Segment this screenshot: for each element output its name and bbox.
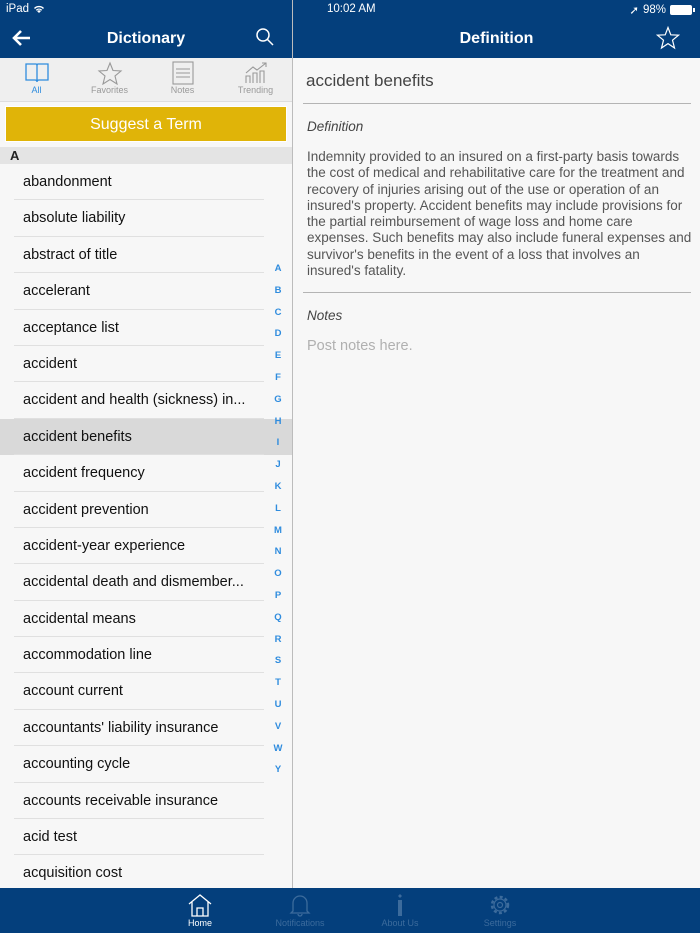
term-list[interactable] — [0, 164, 292, 892]
search-icon[interactable] — [255, 27, 275, 47]
list-item[interactable]: acquisition cost — [0, 855, 292, 891]
tab-notes[interactable]: Notes — [146, 58, 219, 101]
index-letter[interactable]: O — [274, 568, 282, 580]
list-item[interactable]: accommodation line — [0, 637, 292, 673]
list-item[interactable]: account current — [0, 673, 292, 709]
index-letter[interactable]: C — [274, 306, 282, 318]
list-item[interactable]: accident prevention — [0, 492, 292, 528]
index-letter[interactable]: F — [275, 371, 281, 383]
divider — [303, 292, 691, 293]
list-item[interactable]: absolute liability — [0, 200, 292, 236]
notes-icon — [170, 61, 196, 85]
tab-all[interactable]: All — [0, 58, 73, 101]
book-icon — [24, 61, 50, 85]
list-item[interactable]: accounts receivable insurance — [0, 783, 292, 819]
clock: 10:02 AM — [327, 3, 376, 15]
list-item[interactable]: accountants' liability insurance — [0, 710, 292, 746]
list-item[interactable]: accident frequency — [0, 455, 292, 491]
info-icon — [387, 892, 413, 918]
list-item[interactable]: abandonment — [0, 164, 292, 200]
divider — [303, 103, 691, 104]
suggest-term-button[interactable]: Suggest a Term — [5, 106, 287, 142]
list-item[interactable]: accelerant — [0, 273, 292, 309]
trending-icon — [243, 61, 269, 85]
dictionary-title: Dictionary — [106, 30, 186, 47]
tab-settings[interactable]: Settings — [450, 888, 550, 933]
index-letter[interactable]: I — [276, 437, 280, 449]
definition-nav-bar — [293, 20, 700, 58]
index-letter[interactable]: P — [274, 589, 282, 601]
list-item[interactable]: accidental means — [0, 601, 292, 637]
index-letter[interactable]: E — [274, 350, 282, 362]
index-letter[interactable]: L — [275, 502, 281, 514]
wifi-icon — [33, 4, 45, 14]
bell-icon — [287, 892, 313, 918]
index-letter[interactable]: W — [273, 742, 283, 754]
index-letter[interactable]: G — [274, 393, 282, 405]
index-letter[interactable]: D — [274, 328, 282, 340]
notes-input[interactable]: Post notes here. — [307, 338, 413, 354]
tab-notifications[interactable]: Notifications — [250, 888, 350, 933]
tab-bar — [0, 888, 700, 933]
filter-tabs — [0, 58, 292, 102]
battery-icon — [670, 5, 692, 15]
list-item-selected[interactable]: accident benefits — [0, 419, 292, 455]
battery-percent: 98% — [642, 4, 666, 16]
device-label: iPad — [6, 3, 30, 15]
list-item[interactable]: accidental death and dismember... — [0, 564, 292, 600]
index-letter[interactable]: A — [274, 263, 282, 274]
index-letter[interactable]: R — [274, 633, 282, 645]
dictionary-nav-bar — [0, 20, 292, 58]
list-item[interactable]: acceptance list — [0, 310, 292, 346]
index-letter[interactable]: H — [274, 415, 282, 427]
notes-label: Notes — [307, 308, 343, 323]
list-item[interactable]: accident and health (sickness) in... — [0, 382, 292, 418]
dictionary-pane — [0, 20, 292, 888]
index-letter[interactable]: K — [274, 480, 282, 492]
favorite-star-icon[interactable] — [656, 26, 680, 50]
definition-label: Definition — [307, 119, 364, 134]
list-item[interactable]: accident-year experience — [0, 528, 292, 564]
index-letter[interactable]: J — [275, 459, 281, 471]
definition-text: Indemnity provided to an insured on a first-party basis towards the cost of medical and rehabilitative care for the treatment and recovery of injuries arising out of the use or operation of an insured's property. Accident benefits may include provisions for the partial reimbursement of wage loss and home care expenses. Such benefits may also include funeral expenses and survivor's benefits in the event of a loss that involves an insured's fatality. — [307, 149, 692, 279]
list-item[interactable]: accounting cycle — [0, 746, 292, 782]
status-bar — [0, 0, 700, 20]
definition-title: Definition — [459, 30, 534, 47]
gear-icon — [487, 892, 513, 918]
tab-trending[interactable]: Trending — [219, 58, 292, 101]
index-letter[interactable]: M — [274, 524, 282, 536]
index-letter[interactable]: Y — [274, 764, 282, 776]
location-icon: ➚ — [629, 5, 639, 17]
tab-about-us[interactable]: About Us — [350, 888, 450, 933]
alphabet-index[interactable] — [270, 258, 286, 781]
definition-pane — [293, 20, 700, 888]
star-icon — [97, 61, 123, 85]
term-heading: accident benefits — [306, 71, 434, 90]
index-letter[interactable]: S — [274, 655, 282, 667]
list-item[interactable]: abstract of title — [0, 237, 292, 273]
index-letter[interactable]: N — [274, 546, 282, 558]
list-item[interactable]: accident — [0, 346, 292, 382]
section-header: A — [0, 147, 292, 164]
home-icon — [187, 892, 213, 918]
index-letter[interactable]: Q — [274, 611, 282, 623]
index-letter[interactable]: V — [274, 720, 282, 732]
index-letter[interactable]: B — [274, 284, 282, 296]
index-letter[interactable]: U — [274, 698, 282, 710]
tab-favorites[interactable]: Favorites — [73, 58, 146, 101]
index-letter[interactable]: T — [275, 677, 281, 689]
tab-home[interactable]: Home — [150, 888, 250, 933]
list-item[interactable]: acid test — [0, 819, 292, 855]
